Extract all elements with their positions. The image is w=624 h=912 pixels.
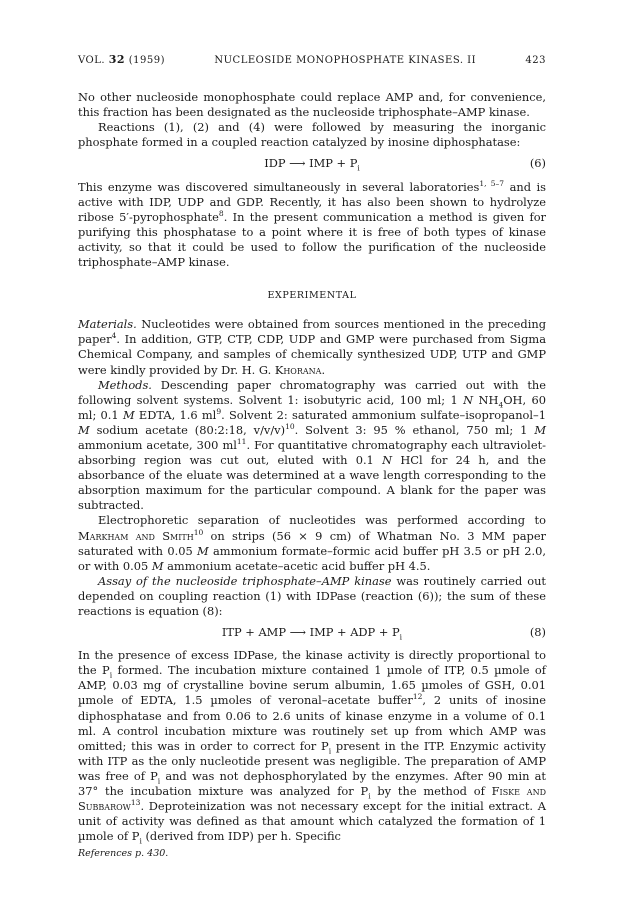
author-name: Fiske and Subbarow: [78, 784, 546, 814]
volume-info: VOL. 32 (1959): [78, 53, 166, 66]
running-title: NUCLEOSIDE MONOPHOSPHATE KINASES. II: [214, 55, 477, 66]
paragraph-intro: No other nucleoside monophosphate could replace AMP and, for convenience, this fraction has been designated as the nucleoside triphosphate–AMP kinase.: [78, 90, 546, 120]
run-in-heading: Assay of the nucleoside triphosphate–AMP kinase: [98, 573, 392, 588]
equation-body: ITP + AMP ⟶ IMP + ADP + $P_i$: [221, 625, 403, 642]
running-head: [78, 52, 546, 68]
paragraph-assay: Assay of the nucleoside triphosphate–AMP kinase was routinely carried out depended on coupling reaction (1) with IDPase (reaction (6)); the sum of these reactions is equation (8):: [78, 573, 546, 618]
references-footer: References p. 430.: [78, 848, 169, 860]
section-heading: EXPERIMENTAL: [267, 290, 357, 302]
run-in-heading: Materials.: [78, 317, 137, 332]
paragraph-methods: Methods. Descending paper chromatography was carried out with the following solvent systems. Solvent 1: isobutyric acid, 100 ml; 1 N $NH_4OH$, 60 ml; 0.1 M EDTA, 1.6 $ml^9$. Solvent 2: saturated ammonium sulfate–isopropanol–1 M sodium acetate (80:2:18, v/v/v)$^{10}$. Solvent 3: 95 % ethanol, 750 ml; 1 M ammonium acetate, 300 $ml^{11}$. For quantitative chromatography each ultraviolet-absorbing region was cut out, eluted with 0.1 N HCl for 24 h, and the absorbance of the eluate was determined at a wave length corresponding to the absorption maximum for the particular compound. A blank for the paper was subtracted.: [78, 377, 546, 513]
paragraph-electrophoresis: Electrophoretic separation of nucleotides was performed according to Markham and Smith$^{10}$ on strips (56 × 9 cm) of Whatman No. 3 MM paper saturated with 0.05 M ammonium formate–formic acid buffer pH 3.5 or pH 2.0, or with 0.05 M ammonium acetate–acetic acid buffer pH 4.5.: [78, 513, 547, 573]
equation-number: (8): [529, 625, 546, 640]
run-in-heading: Methods.: [98, 377, 152, 392]
equation-body: IDP ⟶ IMP + $P_i$: [264, 156, 360, 173]
volume-number: 32: [108, 53, 126, 66]
paragraph-incubation: In the presence of excess IDPase, the kinase activity is directly proportional to the $P_i$ formed. The incubation mixture contained 1 µmole of ITP, 0.5 µmole of AMP, 0.03 mg of crystalline bovine serum albumin, 1.65 µmoles of GSH, 0.01 µmole of EDTA, 1.5 µmoles of veronal–acetate buffer$^{12}$, 2 units of inosine diphosphatase and from 0.06 to 2.6 units of kinase enzyme in a volume of 0.1 ml. A control incubation mixture was routinely set up from which AMP was omitted; this was in order to correct for $P_i$ present in the ITP. Enzymic activity with ITP as the only nucleotide present was negligible. The preparation of AMP was free of $P_i$ and was not dephosphorylated by the enzymes. After 90 min at 37° the incubation mixture was analyzed for $P_i$ by the method of Fiske and Subbarow$^{13}$. Deproteinization was not necessary except for the initial extract. A unit of activity was defined as that amount which catalyzed the formation of 1 µmole of $P_i$ (derived from IDP) per h. Specific: [78, 648, 546, 846]
equation-8: [78, 625, 546, 640]
author-name: Khorana: [274, 362, 322, 377]
page-number: 423: [525, 55, 546, 66]
paragraph-enzyme: This enzyme was discovered simultaneously in several laboratories$^{1, 5-7}$ and is active with IDP, UDP and GDP. Recently, it has also been shown to hydrolyze ribose 5′-pyrophosphate$^8$. In the present communication a method is given for purifying this phosphatase to a point where it is free of both types of kinase activity, so that it could be used to follow the purification of the nucleoside triphosphate–AMP kinase.: [78, 178, 546, 270]
equation-6: [78, 156, 546, 171]
equation-number: (6): [529, 156, 546, 171]
author-name: Markham and Smith: [78, 528, 194, 543]
paragraph-materials: Materials. Nucleotides were obtained from sources mentioned in the preceding paper$^4$. In addition, GTP, CTP, CDP, UDP and GMP were purchased from Sigma Chemical Company, and samples of chemically synthesized UDP, UTP and GMP were kindly provided by Dr. H. G. Khorana.: [78, 317, 546, 377]
paragraph-reactions: Reactions (1), (2) and (4) were followed by measuring the inorganic phosphate formed in a coupled reaction catalyzed by inosine diphosphatase:: [78, 120, 546, 150]
